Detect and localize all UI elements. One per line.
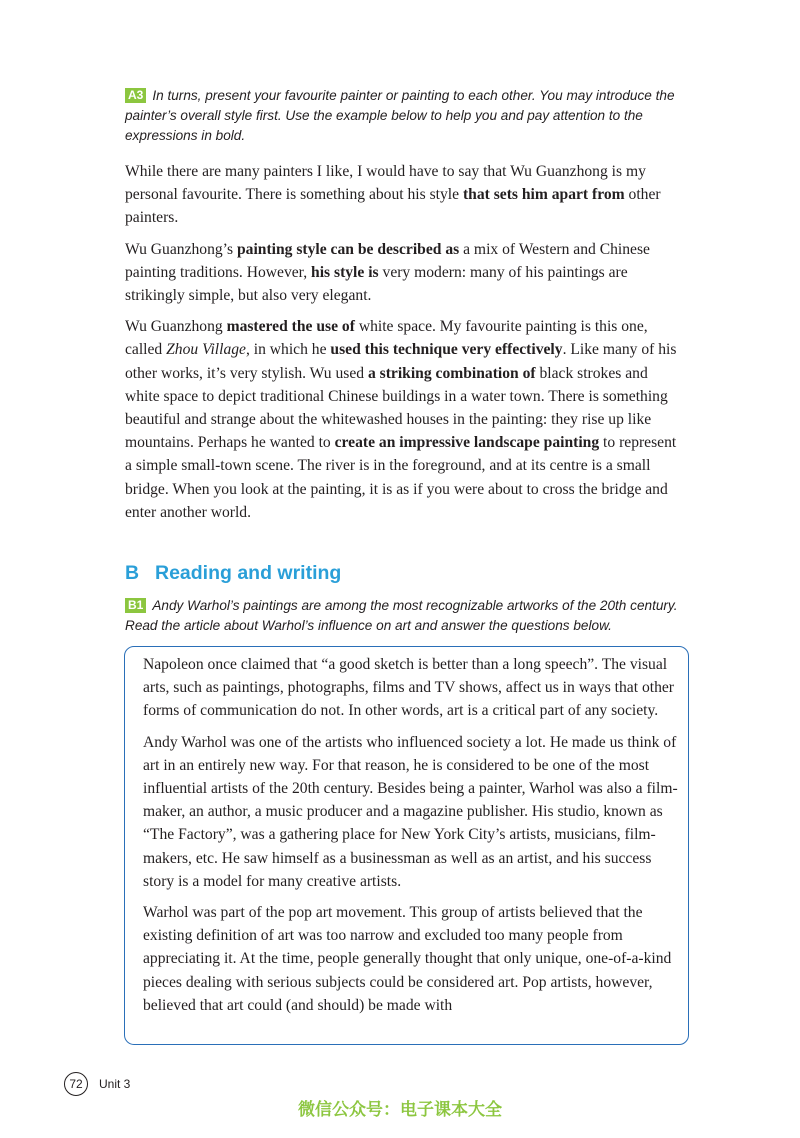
section-letter: B (125, 562, 140, 584)
article-paragraph-3: Warhol was part of the pop art movement. This group of artists believed that the existing definition of art was too narrow and excluded too many people from appreciating it. At the time, people generally thought that only unique, one-of-a-kind pieces dealing with serious subjects could be considered art. Pop artists, however, believed that art could (and should) be made with (143, 904, 672, 1014)
bold-expression: create an impressive landscape painting (334, 434, 600, 452)
article-text (143, 653, 683, 1025)
bold-expression: that sets him apart from (462, 186, 625, 204)
bold-expression: used this technique very effectively (330, 341, 563, 359)
example-paragraph-3 (125, 315, 685, 524)
task-badge-a3: A3 (125, 88, 146, 103)
article-paragraph-1: Napoleon once claimed that “a good sketch is better than a long speech”. The visual arts, such as paintings, photographs, films and TV shows, affect us in ways that other forms of communication do not. In other words, art is a critical part of any society. (143, 656, 674, 720)
instruction-b1-text: Andy Warhol’s paintings are among the most recognizable artworks of the 20th century. Read the article about Warhol’s influence on art and answer the questions below. (125, 598, 678, 633)
text-span: white space. My favourite painting is this one, called (125, 318, 648, 359)
page-number: 72 (64, 1072, 88, 1096)
example-presentation (125, 160, 685, 532)
section-title: Reading and writing (155, 562, 342, 584)
text-span: other painters. (125, 186, 661, 227)
text-span: very modern: many of his paintings are strikingly simple, but also very elegant. (125, 263, 628, 305)
bold-expression: his style is (311, 263, 379, 281)
text-span: Wu Guanzhong’s (125, 240, 237, 258)
painting-title: Zhou Village (166, 341, 246, 359)
text-span: to represent a simple small-town scene. The river is in the foreground, and at its centre is a small bridge. When you look at the painting, it is as if you were about to cross the bridge and enter another world. (125, 434, 677, 521)
text-span: . Like many of his other works, it’s very stylish. Wu used (125, 341, 677, 382)
article-box (124, 646, 689, 1045)
section-heading-b (125, 559, 341, 587)
instruction-a3-text: In turns, present your favourite painter or painting to each other. You may introduce the painter’s overall style first. Use the example below to help you and pay attention to the expressions in bold. (125, 88, 675, 143)
text-span: Wu Guanzhong (125, 318, 227, 336)
instruction-b1 (125, 596, 685, 636)
article-paragraph-2: Andy Warhol was one of the artists who influenced society a lot. He made us think of art in an entirely new way. For that reason, he is considered to be one of the most influential artists of the 20th century. Besides being a painter, Warhol was also a film-maker, an author, a music producer and a magazine publisher. His studio, known as “The Factory”, was a gathering place for New York City’s artists, musicians, film-makers, etc. He saw himself as a businessman as well as an artist, and his success story is a model for many creative artists. (143, 733, 678, 890)
bold-expression: mastered the use of (226, 318, 355, 336)
watermark-text: 微信公众号：电子课本大全 (298, 1100, 502, 1120)
instruction-a3 (125, 86, 685, 146)
unit-label: Unit 3 (99, 1077, 131, 1091)
text-span: While there are many painters I like, I would have to say that Wu Guanzhong is my personal favourite. There is something about his style (125, 163, 646, 204)
bold-expression: a striking combination of (367, 364, 536, 382)
bold-expression: painting style can be described as (236, 240, 460, 258)
text-span: black strokes and white space to depict traditional Chinese buildings in a water town. There is something beautiful and strange about the whitewashed houses in the painting: they rise up like mountains. Perhaps he wanted to (125, 364, 668, 452)
text-span: , in which he (245, 341, 331, 359)
example-paragraph-1 (125, 160, 685, 230)
example-paragraph-2 (125, 238, 685, 308)
text-span: a mix of Western and Chinese painting traditions. However, (125, 240, 650, 281)
task-badge-b1: B1 (125, 598, 146, 613)
